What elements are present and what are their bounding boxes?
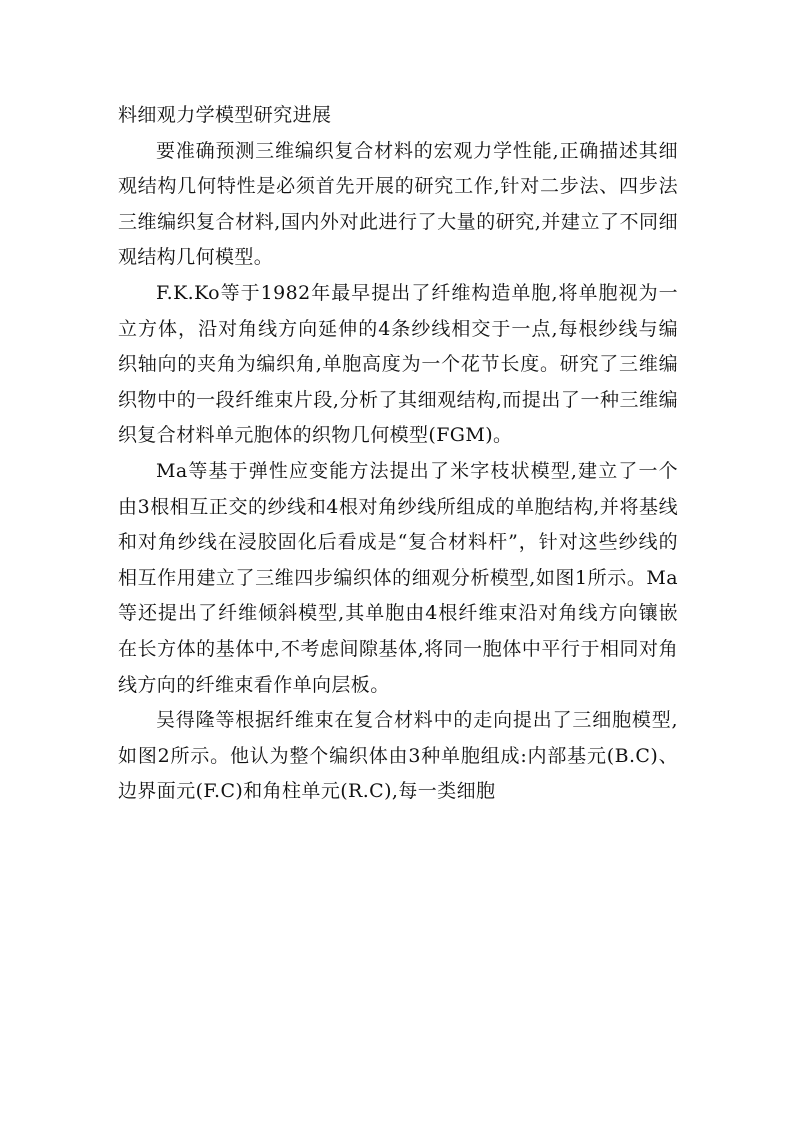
paragraph-2: F.K.Ko等于1982年最早提出了纤维构造单胞,将单胞视为一立方体，沿对角线方向延伸的4条纱线相交于一点,每根纱线与编织轴向的夹角为编织角,单胞高度为一个花节长度。研究了三维编织物中的一段纤维束片段,分析了其细观结构,而提出了一种三维编织复合材料单元胞体的织物几何模型(FGM)。	[118, 281, 678, 447]
body-text	[118, 98, 678, 810]
section-title-fragment: 料细观力学模型研究进展	[118, 104, 332, 126]
paragraph-4: 吴得隆等根据纤维束在复合材料中的走向提出了三细胞模型,如图2所示。他认为整个编织体由3种单胞组成:内部基元(B.C)、边界面元(F.C)和角柱单元(R.C),每一类细胞	[118, 709, 678, 803]
paragraph-3: Ma等基于弹性应变能方法提出了米字枝状模型,建立了一个由3根相互正交的纱线和4根对角纱线所组成的单胞结构,并将基线和对角纱线在浸胶固化后看成是“复合材料杆”，针对这些纱线的相互作用建立了三维四步编织体的细观分析模型,如图1所示。Ma等还提出了纤维倾斜模型,其单胞由4根纤维束沿对角线方向镶嵌在长方体的基体中,不考虑间隙基体,将同一胞体中平行于相同对角线方向的纤维束看作单向层板。	[118, 459, 678, 696]
paragraph-1: 要准确预测三维编织复合材料的宏观力学性能,正确描述其细观结构几何特性是必须首先开展的研究工作,针对二步法、四步法三维编织复合材料,国内外对此进行了大量的研究,并建立了不同细观结构几何模型。	[118, 139, 678, 269]
